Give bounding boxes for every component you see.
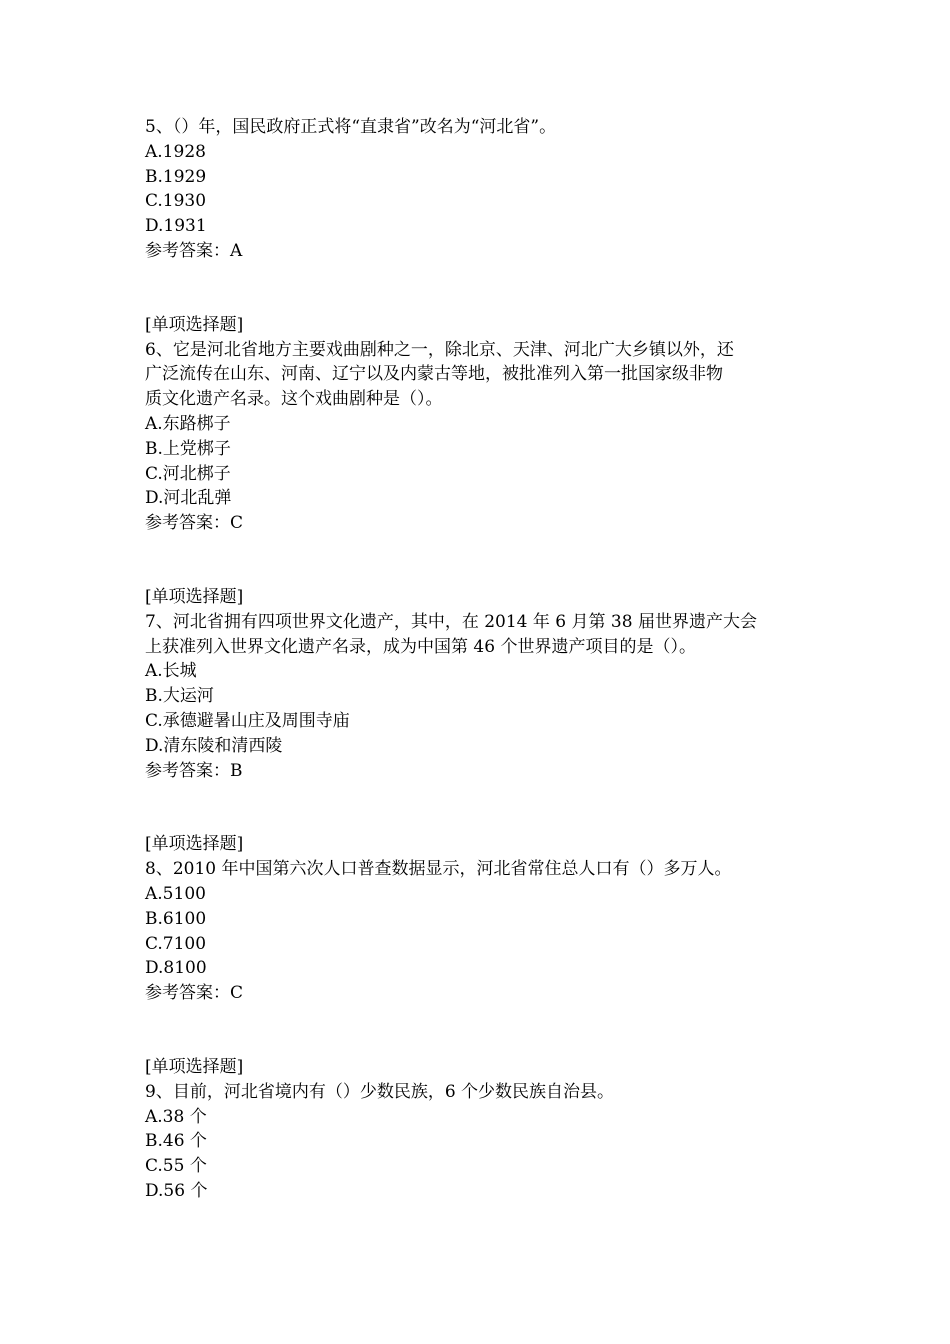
option-d: D.56 个 [145,1180,208,1201]
question-stem-line: 8、2010 年中国第六次人口普查数据显示，河北省常住总人口有（）多万人。 [145,859,732,880]
option-a: A.1928 [145,141,206,162]
question-type-label: [单项选择题] [145,834,244,855]
option-d: D.河北乱弹 [145,488,232,509]
question-type-label: [单项选择题] [145,586,244,607]
question-type-label: [单项选择题] [145,1056,244,1077]
option-c: C.1930 [145,191,207,212]
option-a: A.长城 [145,661,197,682]
question-9 [145,1055,815,1204]
option-a: A.5100 [145,883,206,904]
option-c: C.河北梆子 [145,463,231,484]
reference-answer: 参考答案：A [145,240,243,261]
question-7 [145,585,815,783]
option-b: B.大运河 [145,686,214,707]
question-stem-line: 上获准列入世界文化遗产名录，成为中国第 46 个世界遗产项目的是（）。 [145,636,696,657]
reference-answer: 参考答案：C [145,513,244,534]
reference-answer: 参考答案：B [145,760,243,781]
question-stem-line: 9、目前，河北省境内有（）少数民族，6 个少数民族自治县。 [145,1081,615,1102]
question-stem-line: 质文化遗产名录。这个戏曲剧种是（）。 [145,389,443,410]
option-d: D.1931 [145,216,207,237]
option-c: C.55 个 [145,1156,207,1177]
question-stem-line: 广泛流传在山东、河南、辽宁以及内蒙古等地，被批准列入第一批国家级非物 [145,364,723,385]
question-stem-line: 5、（）年，国民政府正式将“直隶省”改名为“河北省”。 [145,117,557,137]
question-8 [145,832,815,1006]
option-b: B.上党梆子 [145,438,231,459]
option-b: B.1929 [145,166,207,187]
question-stem-line: 7、河北省拥有四项世界文化遗产，其中，在 2014 年 6 月第 38 届世界遗产大会 [145,611,757,632]
question-6 [145,313,815,536]
question-5 [145,115,815,264]
option-a: A.38 个 [145,1106,207,1127]
option-c: C.7100 [145,933,207,954]
option-d: D.清东陵和清西陵 [145,735,283,756]
option-b: B.6100 [145,908,207,929]
reference-answer: 参考答案：C [145,983,244,1004]
document-page [145,115,815,1204]
question-stem-line: 6、它是河北省地方主要戏曲剧种之一，除北京、天津、河北广大乡镇以外，还 [145,339,734,360]
option-b: B.46 个 [145,1131,207,1152]
option-c: C.承德避暑山庄及周围寺庙 [145,710,350,731]
option-a: A.东路梆子 [145,413,231,434]
question-type-label: [单项选择题] [145,314,244,335]
option-d: D.8100 [145,958,207,979]
